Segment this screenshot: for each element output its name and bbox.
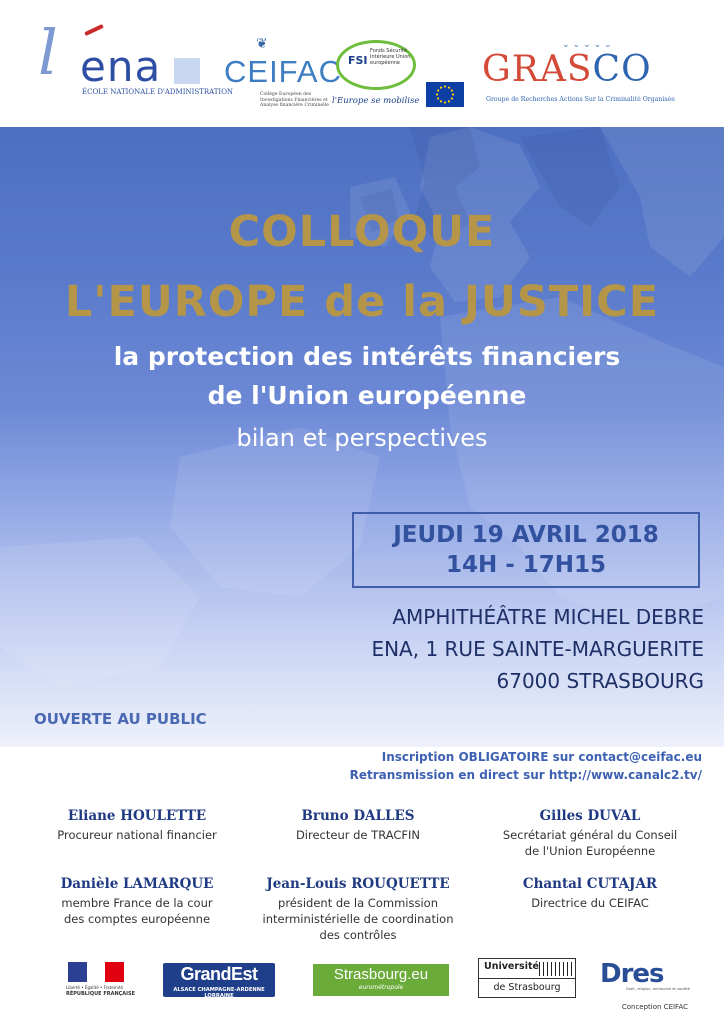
grand-est-word: GrandEst <box>180 964 258 984</box>
broadcast-note[interactable]: Retransmission en direct sur http://www.canalc2.tv/ <box>349 768 702 782</box>
dres-word: Dres <box>600 959 664 989</box>
fsi-logo <box>332 40 418 110</box>
ena-logo-subtitle: ÉCOLE NATIONALE D'ADMINISTRATION <box>82 88 234 96</box>
divider <box>479 978 575 979</box>
venue-line1: AMPHITHÉÂTRE MICHEL DEBRE <box>392 605 704 629</box>
grasco-logo-word <box>482 49 652 90</box>
grasco-word-red: GRAS <box>482 49 593 90</box>
speaker-role-line: Secrétariat général du Conseil <box>502 828 678 842</box>
ceifac-logo-subtitle: Collège Européen des Investigations Financières et Analyse financière Criminelle <box>260 92 329 108</box>
eu-flag-icon <box>426 82 464 107</box>
event-subtitle-line3: bilan et perspectives <box>236 424 488 452</box>
inscription-note[interactable]: Inscription OBLIGATOIRE sur contact@ceifac.eu <box>381 750 702 764</box>
ena-logo <box>36 16 234 106</box>
universite-city: de Strasbourg <box>493 982 561 993</box>
speaker-name: Eliane HOULETTE <box>67 808 207 824</box>
grand-est-subtitle: ALSACE CHAMPAGNE-ARDENNE LORRAINE <box>173 987 265 999</box>
speaker-role <box>243 895 473 943</box>
speaker-card <box>243 808 473 843</box>
bird-icon: ❦ <box>256 36 268 52</box>
event-subtitle-line2: de l'Union européenne <box>207 381 527 410</box>
strasbourg-subtitle: eurométropole <box>358 984 404 991</box>
eu-stars-icon <box>426 82 464 107</box>
republique-francaise-logo <box>66 960 136 1000</box>
event-subtitle-line1: la protection des intérêts financiers <box>113 342 621 371</box>
speaker-card <box>22 876 252 927</box>
speaker-name: Gilles DUVAL <box>539 808 641 824</box>
event-time: 14H - 17H15 <box>445 552 607 578</box>
venue-line2: ENA, 1 RUE SAINTE-MARGUERITE <box>371 637 704 661</box>
event-date: JEUDI 19 AVRIL 2018 <box>393 522 659 548</box>
logo-header <box>0 0 724 127</box>
strasbourg-eu-logo <box>313 964 449 996</box>
ena-decor-square <box>174 58 200 84</box>
speaker-role-line: des comptes européenne <box>63 912 211 926</box>
republique-name: RÉPUBLIQUE FRANÇAISE <box>66 991 136 997</box>
speaker-card <box>475 876 705 911</box>
fsi-logo-word: FSI <box>348 54 368 67</box>
ceifac-logo-word: CEIFAC <box>224 54 342 89</box>
speaker-card <box>243 876 473 943</box>
speaker-name: Danièle LAMARQUE <box>60 876 214 892</box>
fsi-logo-subtitle: Fonds Sécurité Intérieure Union européenne <box>370 48 411 66</box>
birds-icon: ⌄⌄⌄⌄⌄ <box>562 40 615 50</box>
speaker-role: Directrice du CEIFAC <box>531 896 649 910</box>
ena-logo-word: ena <box>80 42 162 91</box>
speaker-role-line: des contrôles <box>319 928 397 942</box>
grasco-word-blue: CO <box>592 49 652 90</box>
venue-line3: 67000 STRASBOURG <box>496 669 704 693</box>
speaker-role-line: interministérielle de coordination <box>262 912 454 926</box>
speaker-role: Directeur de TRACFIN <box>295 828 421 842</box>
dres-subtitle: Droit, religion, entreprise et société <box>626 987 690 991</box>
ena-logo-letter: l <box>38 16 58 89</box>
dres-logo <box>600 959 690 999</box>
speaker-name: Bruno DALLES <box>301 808 415 824</box>
speaker-role-line: membre France de la cour <box>61 896 213 910</box>
fsi-logo-tagline: l'Europe se mobilise <box>332 96 420 106</box>
speaker-name: Chantal CUTAJAR <box>522 876 658 892</box>
date-box <box>352 512 700 588</box>
ena-accent-mark <box>84 24 104 36</box>
speaker-card <box>475 808 705 859</box>
speaker-role <box>22 895 252 927</box>
event-title-line1: COLLOQUE <box>228 207 496 257</box>
event-title-line2: L'EUROPE de la JUSTICE <box>64 277 660 327</box>
speaker-role-line: président de la Commission <box>278 896 438 910</box>
design-credit: Conception CEIFAC <box>621 1003 688 1011</box>
universite-word: Université <box>484 961 539 972</box>
ceifac-logo <box>224 36 342 116</box>
republique-motto: Liberté • Égalité • Fraternité <box>66 985 123 990</box>
speaker-role <box>475 827 705 859</box>
grand-est-logo <box>163 963 275 997</box>
grasco-logo-subtitle: Groupe de Recherches Actions Sur la Criminalité Organisée <box>486 96 675 103</box>
hero-banner <box>0 127 724 747</box>
grasco-logo <box>482 40 692 116</box>
barcode-icon <box>539 962 573 976</box>
universite-strasbourg-logo <box>478 958 576 998</box>
speaker-role: Procureur national financier <box>57 828 217 842</box>
public-note: OUVERTE AU PUBLIC <box>34 710 207 728</box>
speaker-role-line: de l'Union Européenne <box>524 844 656 858</box>
french-flag-icon <box>68 962 124 982</box>
speaker-card <box>22 808 252 843</box>
speaker-name: Jean-Louis ROUQUETTE <box>266 876 450 892</box>
strasbourg-word: Strasbourg.eu <box>333 966 429 983</box>
